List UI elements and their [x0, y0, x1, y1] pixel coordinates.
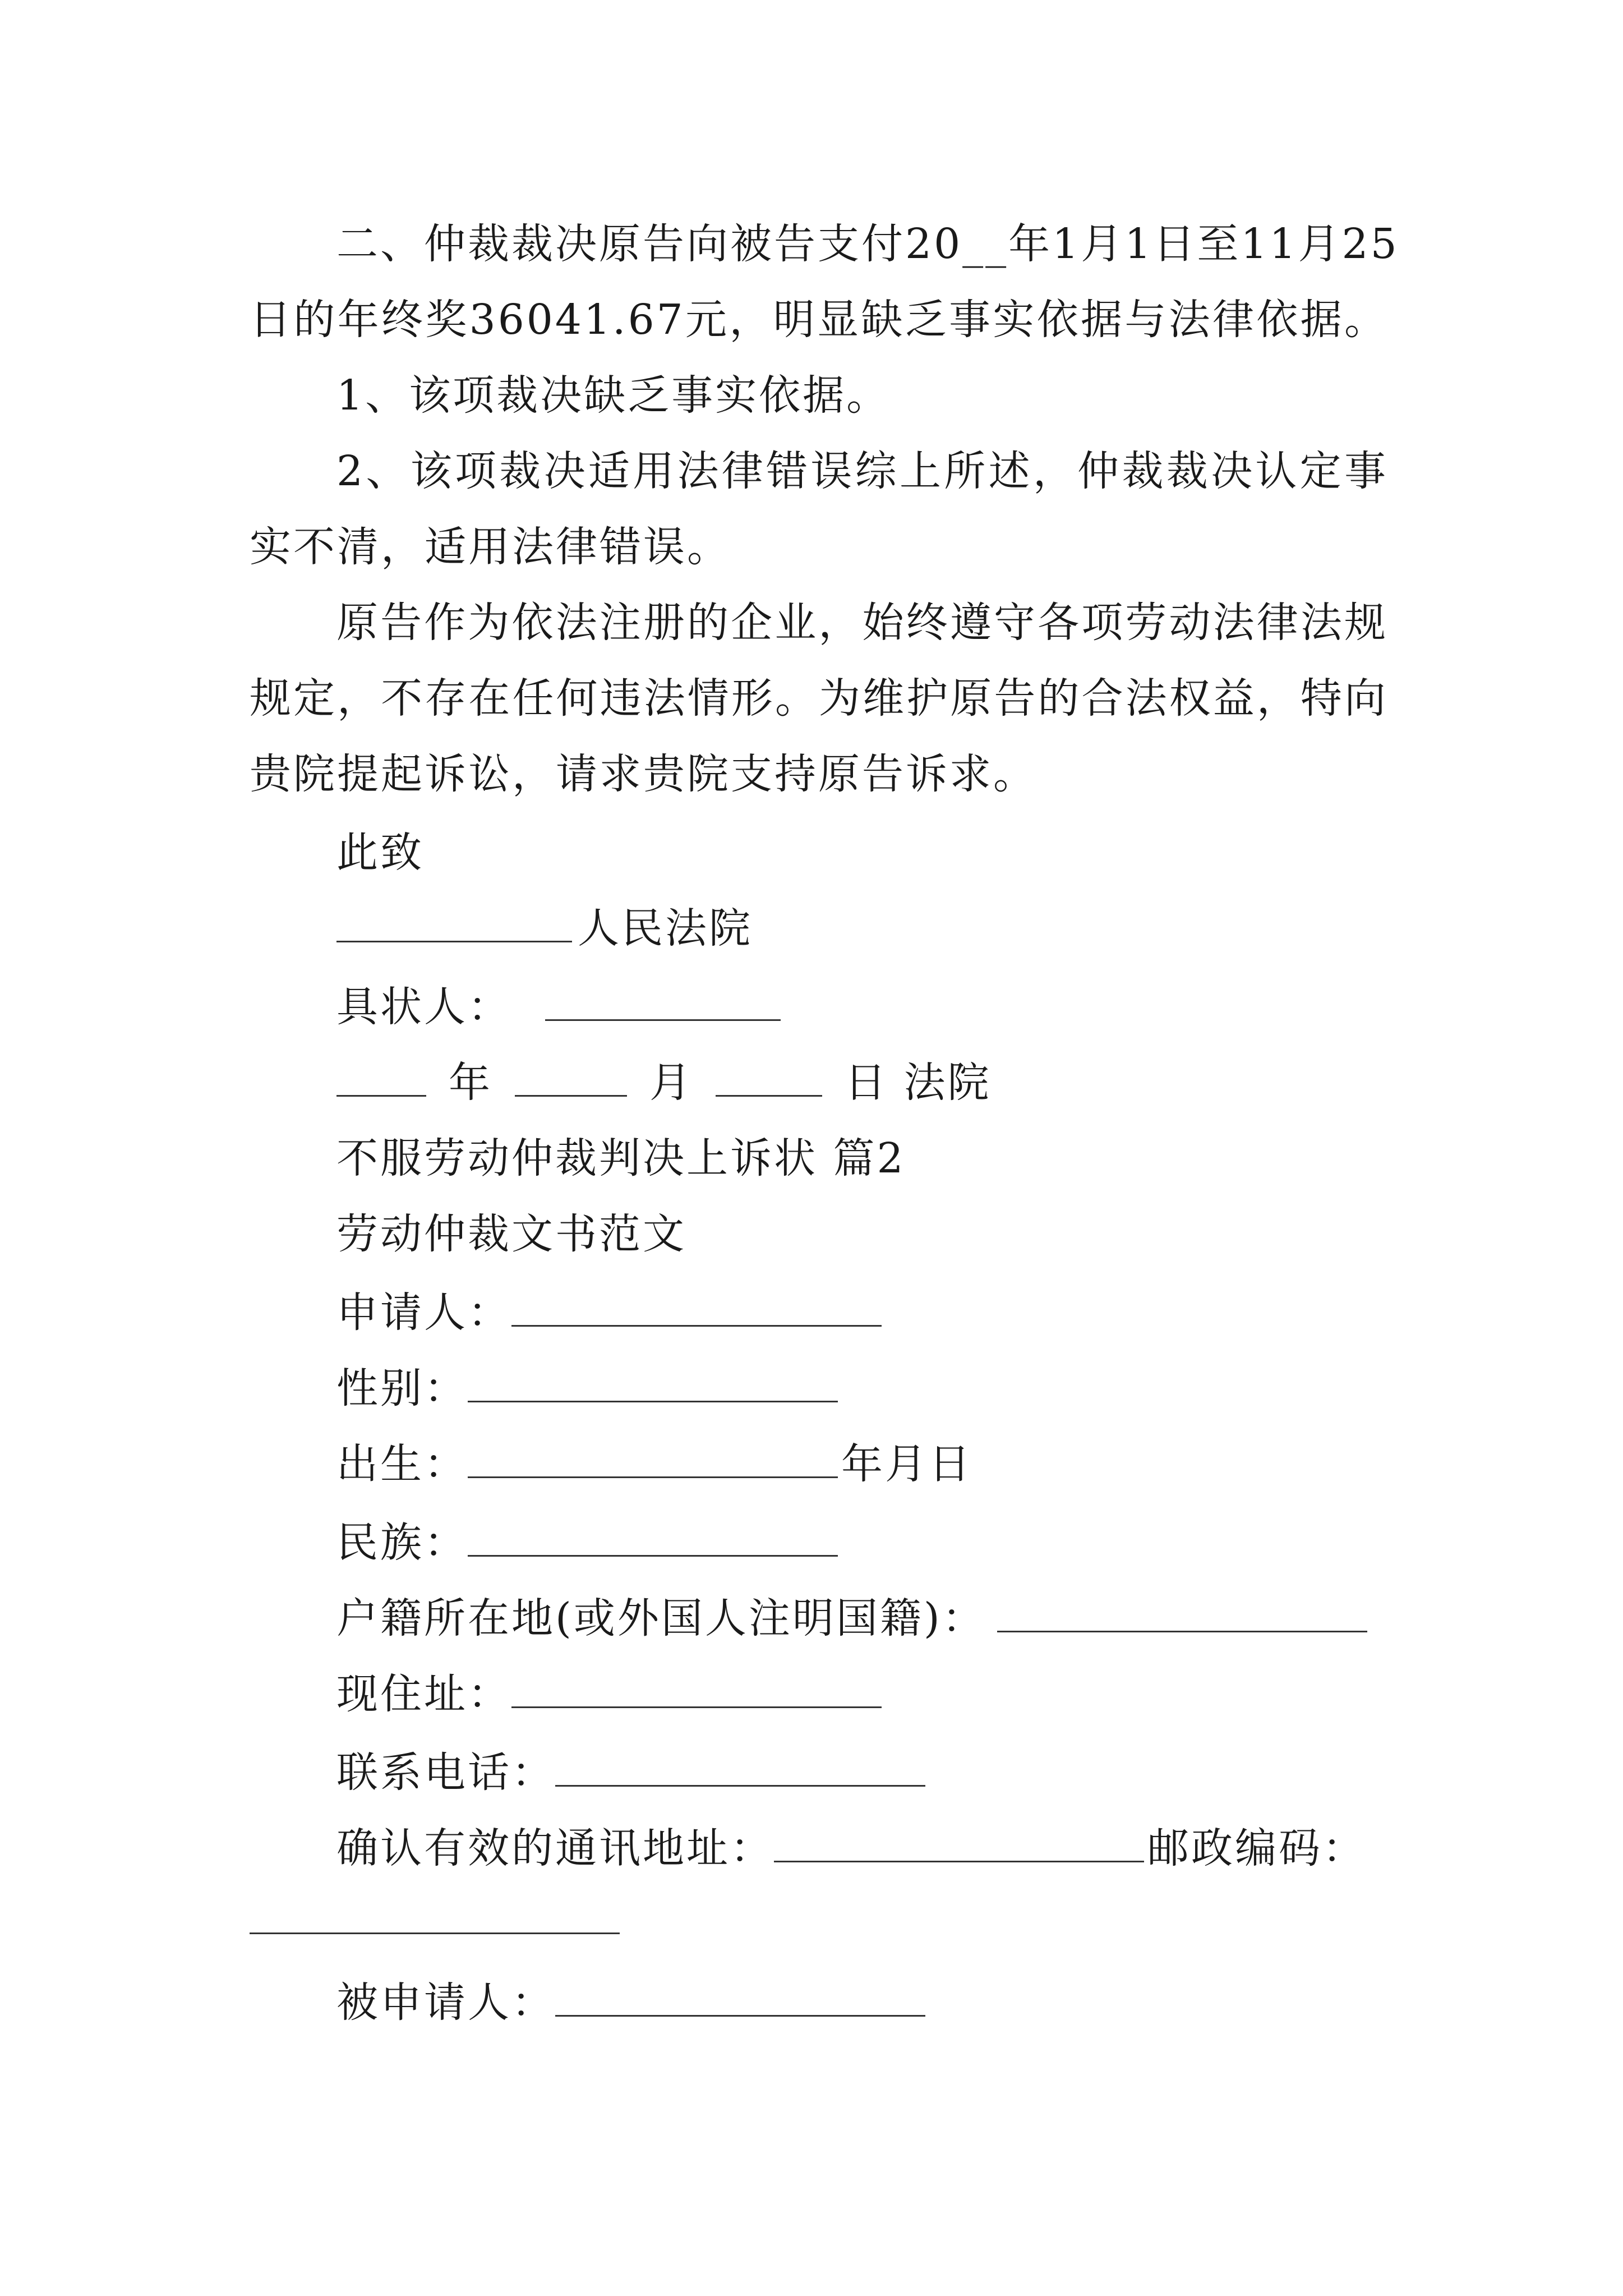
paragraph-line-8: 贵院提起诉讼，请求贵院支持原告诉求。 — [250, 750, 1037, 798]
phone-blank — [555, 1750, 925, 1787]
ethnicity-blank — [468, 1520, 838, 1557]
court-suffix: 人民法院 — [578, 904, 753, 953]
paragraph-line-1: 二、仲裁裁决原告向被告支付20__年1月1日至11月25 — [336, 220, 1399, 268]
mail-address-label: 确认有效的通讯地址： — [336, 1824, 774, 1872]
paragraph-line-7: 规定，不存在任何违法情形。为维护原告的合法权益，特向 — [250, 674, 1388, 723]
month-blank — [515, 1060, 627, 1097]
respondent-label: 被申请人： — [336, 1978, 555, 2027]
paragraph-line-2: 日的年终奖36041.67元，明显缺乏事实依据与法律依据。 — [250, 296, 1388, 344]
date-year: 年 — [449, 1059, 492, 1107]
salutation: 此致 — [336, 829, 424, 877]
gender-blank — [468, 1366, 838, 1402]
phone-line — [336, 1745, 1388, 1801]
applicant-line — [336, 1285, 1388, 1341]
section-heading-2: 不服劳动仲裁判决上诉状 篇2 — [336, 1134, 906, 1182]
date-day: 日 法院 — [845, 1059, 992, 1107]
paragraph-line-4: 2、该项裁决适用法律错误综上所述，仲裁裁决认定事 — [336, 447, 1388, 495]
domicile-line — [336, 1590, 1388, 1646]
postcode-label: 邮政编码： — [1147, 1824, 1366, 1872]
mail-address-line — [336, 1820, 1388, 1876]
birth-line — [336, 1436, 1388, 1492]
date-month: 月 — [649, 1059, 693, 1107]
applicant-label: 申请人： — [336, 1289, 511, 1337]
birth-blank — [468, 1442, 838, 1478]
respondent-blank — [555, 1980, 925, 2017]
address-line — [336, 1666, 1388, 1722]
phone-label: 联系电话： — [336, 1749, 555, 1797]
paragraph-line-6: 原告作为依法注册的企业，始终遵守各项劳动法律法规 — [336, 599, 1388, 647]
applicant-blank — [511, 1290, 882, 1327]
gender-label: 性别： — [336, 1364, 468, 1412]
court-blank — [336, 906, 572, 942]
mail-address-blank — [774, 1826, 1144, 1862]
signer-blank — [545, 984, 781, 1021]
day-blank — [716, 1060, 822, 1097]
domicile-label: 户籍所在地(或外国人注明国籍)： — [336, 1594, 986, 1642]
signer-label: 具状人： — [336, 983, 511, 1031]
paragraph-line-5: 实不清，适用法律错误。 — [250, 523, 731, 571]
address-label: 现住址： — [336, 1670, 511, 1718]
address-blank — [511, 1672, 882, 1708]
section-subheading: 劳动仲裁文书范文 — [336, 1210, 686, 1258]
paragraph-line-3: 1、该项裁决缺乏事实依据。 — [336, 371, 891, 420]
year-blank — [336, 1060, 426, 1097]
domicile-blank — [997, 1596, 1367, 1632]
postcode-blank — [250, 1932, 620, 1934]
date-line — [336, 1055, 1388, 1111]
respondent-line — [336, 1975, 1388, 2031]
court-line — [336, 900, 1388, 956]
signer-line — [336, 979, 1388, 1035]
birth-label: 出生： — [336, 1440, 468, 1488]
ethnicity-line — [336, 1515, 1388, 1571]
birth-suffix: 年月日 — [841, 1440, 972, 1488]
gender-line — [336, 1360, 1388, 1416]
ethnicity-label: 民族： — [336, 1519, 468, 1567]
